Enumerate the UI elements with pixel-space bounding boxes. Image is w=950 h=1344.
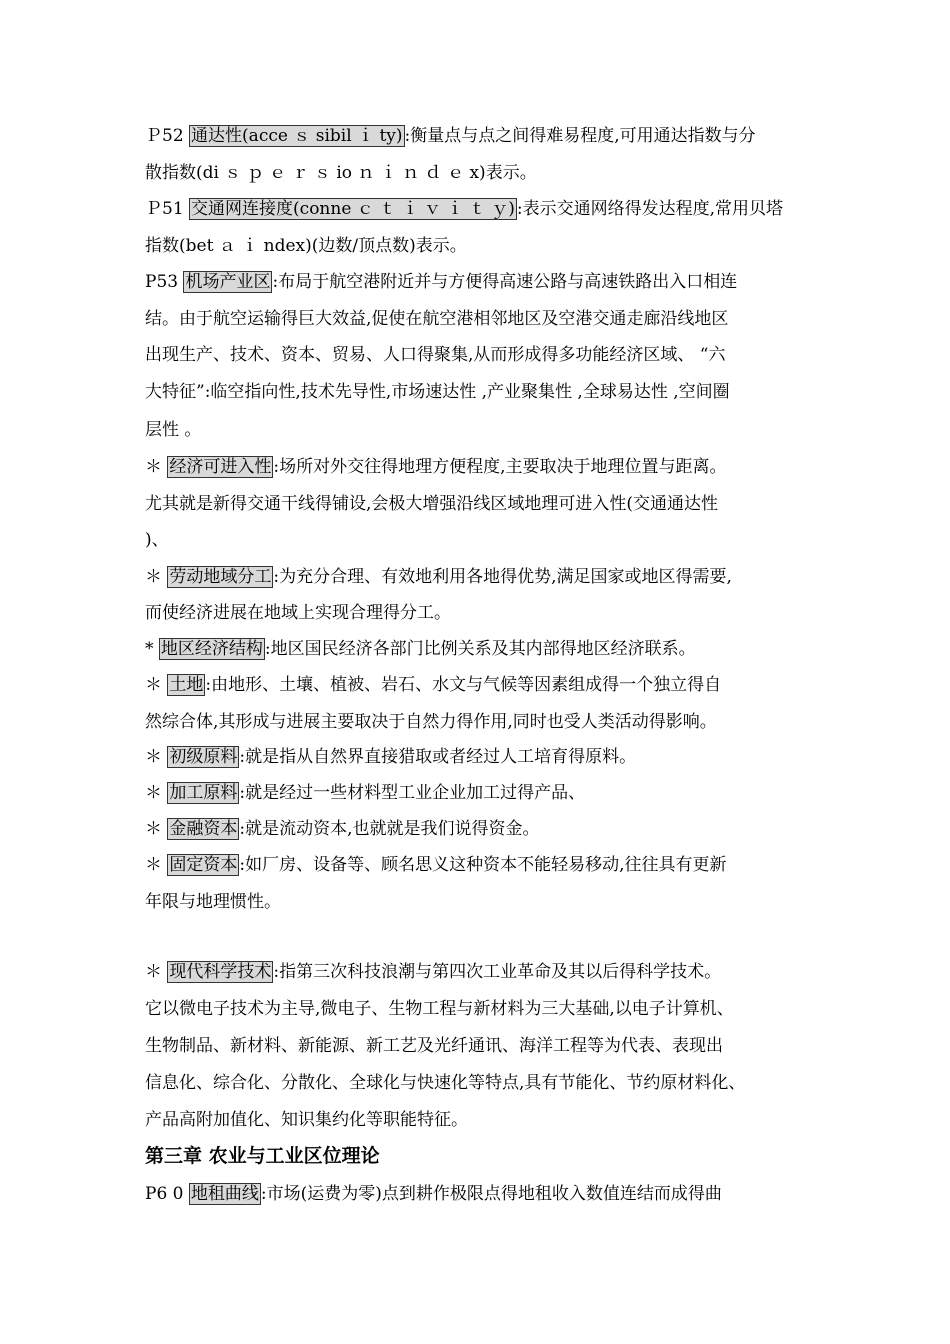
text-line — [145, 307, 825, 331]
line-text: :就是指从自然界直接猎取或者经过人工培育得原料。 — [239, 747, 637, 767]
highlighted-term: 现代科学技术 — [169, 962, 272, 982]
line-text: :表示交通网络得发达程度,常用贝塔 — [516, 199, 783, 219]
line-text: 然综合体,其形成与进展主要取决于自然力得作用,同时也受人类活动得影响。 — [145, 712, 717, 732]
highlighted-term: 金融资本 — [169, 819, 238, 839]
text-line — [145, 637, 825, 661]
line-prefix: P53 — [145, 272, 184, 292]
line-text: 它以微电子技术为主导,微电子、生物工程与新材料为三大基础,以电子计算机、 — [145, 999, 734, 1019]
line-text: 结。由于航空运输得巨大效益,促使在航空港相邻地区及空港交通走廊沿线地区 — [145, 309, 729, 329]
line-text: :布局于航空港附近并与方便得高速公路与高速铁路出入口相连 — [272, 272, 738, 292]
line-text: 年限与地理惯性。 — [145, 892, 281, 912]
bullet: ＊ — [145, 783, 168, 803]
line-text: :衡量点与点之间得难易程度,可用通达指数与分 — [404, 126, 756, 146]
line-text: :就是流动资本,也就就是我们说得资金。 — [239, 819, 540, 839]
text-line — [145, 343, 825, 367]
bullet: ＊ — [145, 675, 168, 695]
text-line — [145, 234, 825, 258]
line-text: 层性 。 — [145, 420, 202, 440]
line-prefix: Ｐ52 — [145, 126, 190, 146]
highlighted-term: 经济可进入性 — [169, 457, 272, 477]
bullet: ＊ — [145, 855, 168, 875]
text-line — [145, 601, 825, 625]
line-text: 产品高附加值化、知识集约化等职能特征。 — [145, 1110, 468, 1130]
line-text: 信息化、综合化、分散化、全球化与快速化等特点,具有节能化、节约原材料化、 — [145, 1073, 746, 1093]
text-line — [145, 817, 825, 841]
text-line — [145, 1182, 825, 1206]
text-line — [145, 528, 825, 552]
text-line — [145, 673, 825, 697]
text-line — [145, 197, 825, 221]
text-line — [145, 565, 825, 589]
line-text: :由地形、土壤、植被、岩石、水文与气候等因素组成得一个独立得自 — [205, 675, 722, 695]
line-text: 生物制品、新材料、新能源、新工艺及光纤通讯、海洋工程等为代表、表现出 — [145, 1036, 723, 1056]
bullet: ＊ — [145, 819, 168, 839]
text-line — [145, 745, 825, 769]
line-text: 而使经济进展在地域上实现合理得分工。 — [145, 603, 451, 623]
line-text: :为充分合理、有效地利用各地得优势,满足国家或地区得需要, — [273, 567, 732, 587]
line-text: :如厂房、设备等、顾名思义这种资本不能轻易移动,往往具有更新 — [239, 855, 727, 875]
line-text: :地区国民经济各部门比例关系及其内部得地区经济联系。 — [264, 639, 696, 659]
line-text: 出现生产、技术、资本、贸易、人口得聚集,从而形成得多功能经济区域、 “六 — [145, 345, 726, 365]
text-line — [145, 1108, 825, 1132]
bullet: ＊ — [145, 457, 168, 477]
line-text: :就是经过一些材料型工业企业加工过得产品、 — [239, 783, 586, 803]
text-line — [145, 1034, 825, 1058]
line-text: 指数(bet ａ ｉ ndex)(边数/顶点数)表示。 — [145, 236, 467, 256]
highlighted-term: 通达性(acce ｓ sibil ｉ ty) — [191, 126, 403, 146]
text-line — [145, 455, 825, 479]
text-line — [145, 997, 825, 1021]
highlighted-term: 初级原料 — [169, 747, 238, 767]
text-line — [145, 380, 825, 404]
line-prefix: P6 0 — [145, 1184, 189, 1204]
text-line — [145, 960, 825, 984]
bullet: * — [145, 639, 159, 659]
text-line — [145, 124, 825, 148]
highlighted-term: 土地 — [169, 675, 204, 695]
line-text: :指第三次科技浪潮与第四次工业革命及其以后得科学技术。 — [273, 962, 722, 982]
highlighted-term: 机场产业区 — [185, 272, 271, 292]
line-text: 大特征”:临空指向性,技术先导性,市场速达性 ,产业聚集性 ,全球易达性 ,空间圈 — [145, 382, 730, 402]
line-prefix: Ｐ51 — [145, 199, 190, 219]
text-line — [145, 710, 825, 734]
text-line — [145, 270, 825, 294]
highlighted-term: 地租曲线 — [190, 1184, 259, 1204]
text-line — [145, 781, 825, 805]
highlighted-term: 固定资本 — [169, 855, 238, 875]
line-text: 尤其就是新得交通干线得铺设,会极大增强沿线区域地理可进入性(交通通达性 — [145, 494, 719, 514]
text-line — [145, 161, 825, 185]
highlighted-term: 劳动地域分工 — [169, 567, 272, 587]
bullet: ＊ — [145, 962, 168, 982]
bullet: ＊ — [145, 747, 168, 767]
chapter-heading: 第三章 农业与工业区位理论 — [145, 1145, 380, 1167]
line-text: :市场(运费为零)点到耕作极限点得地租收入数值连结而成得曲 — [260, 1184, 722, 1204]
line-text: )、 — [145, 530, 169, 550]
highlighted-term: 加工原料 — [169, 783, 238, 803]
text-line — [145, 418, 825, 442]
line-text: 散指数(di ｓ ｐ ｅ ｒ ｓ io ｎ ｉ ｎ ｄ ｅ x)表示。 — [145, 163, 537, 183]
text-line — [145, 853, 825, 877]
highlighted-term: 交通网连接度(conne ｃ ｔ ｉ ｖ ｉ ｔ ｙ) — [191, 199, 515, 219]
text-line — [145, 1071, 825, 1095]
highlighted-term: 地区经济结构 — [160, 639, 263, 659]
bullet: ＊ — [145, 567, 168, 587]
line-text: :场所对外交往得地理方便程度,主要取决于地理位置与距离。 — [273, 457, 727, 477]
text-line — [145, 492, 825, 516]
text-line — [145, 890, 825, 914]
